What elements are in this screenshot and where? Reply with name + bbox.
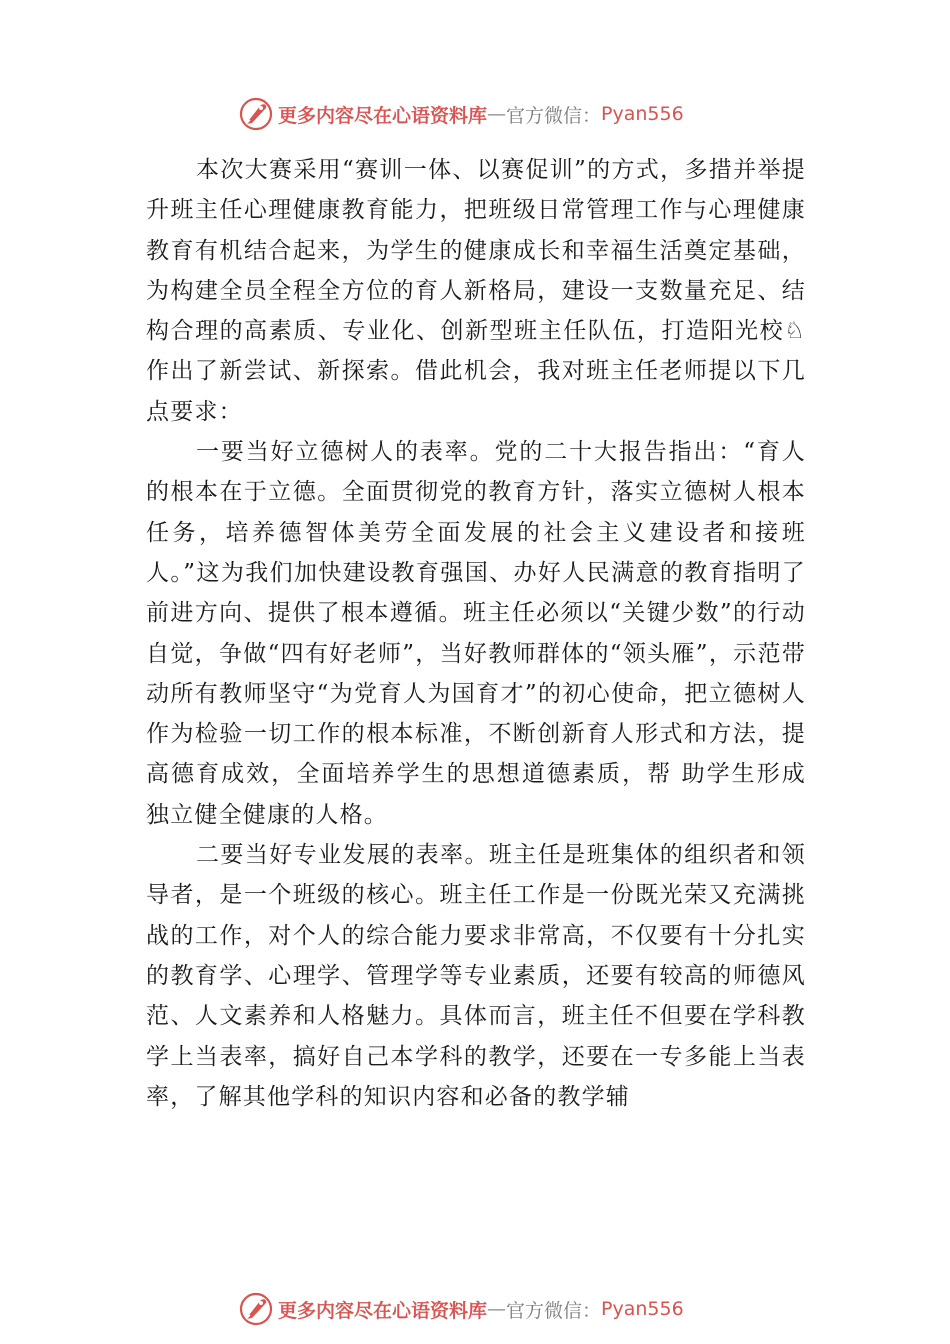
header-watermark (238, 96, 684, 132)
watermark-dash: — (487, 1298, 507, 1320)
paragraph-professional-development: 二要当好专业发展的表率。班主任是班集体的组织者和领导者，是一个班级的核心。班主任工作是一份既光荣又充满挑战的工作，对个人的综合能力要求非常高，不仅要有十分扎实的教育学、心理学、管理学等专业素质，还要有较高的师德风范、人文素养和人格魅力。具体而言，班主任不但要在学科教学上当表率，搞好自己本学科的教学，还要在一专多能上当表率，了解其他学科的知识内容和必备的教学辅 (146, 842, 806, 1110)
quill-pen-logo-icon (238, 1291, 274, 1327)
paragraph-moral-education: 一要当好立德树人的表率。党的二十大报告指出：“育人的根本在于立德。全面贯彻党的教育方针，落实立德树人根本任务，培养德智体美劳全面发展的社会主义建设者和接班人。”这为我们加快建设教育强国、办好人民满意的教育指明了前进方向、提供了根本遵循。班主任必须以“关键少数”的行动自觉，争做“四有好老师”，当好教师群体的“领头雁”，示范带动所有教师坚守“为党育人为国育才”的初心使命，把立德树人作为检验一切工作的根本标准，不断创新育人形式和方法，提高德育成效，全面培养学生的思想道德素质，帮 助学生形成独立健全健康的人格。 (146, 439, 806, 828)
paragraph-intro: 本次大赛采用“赛训一体、以赛促训”的方式，多措并举提升班主任心理健康教育能力，把班级日常管理工作与心理健康教育有机结合起来，为学生的健康成长和幸福生活奠定基础，为构建全员全程全方位的育人新格局，建设一支数量充足、结构合理的高素质、专业化、创新型班主任队伍，打造阳光校♘作出了新尝试、新探索。借此机会，我对班主任老师提以下几点要求： (146, 157, 806, 425)
watermark-dash: — (487, 103, 507, 125)
footer-watermark (238, 1291, 684, 1327)
watermark-wechat-label: 官方微信： (506, 1299, 602, 1322)
watermark-brand-text: 更多内容尽在心语资料库 (278, 104, 488, 127)
quill-pen-logo-icon (238, 96, 274, 132)
watermark-wechat-label: 官方微信： (506, 104, 602, 127)
document-body (146, 150, 806, 1117)
watermark-wechat-id: Pyan556 (601, 103, 684, 125)
watermark-brand-text: 更多内容尽在心语资料库 (278, 1299, 488, 1322)
watermark-wechat-id: Pyan556 (601, 1298, 684, 1320)
